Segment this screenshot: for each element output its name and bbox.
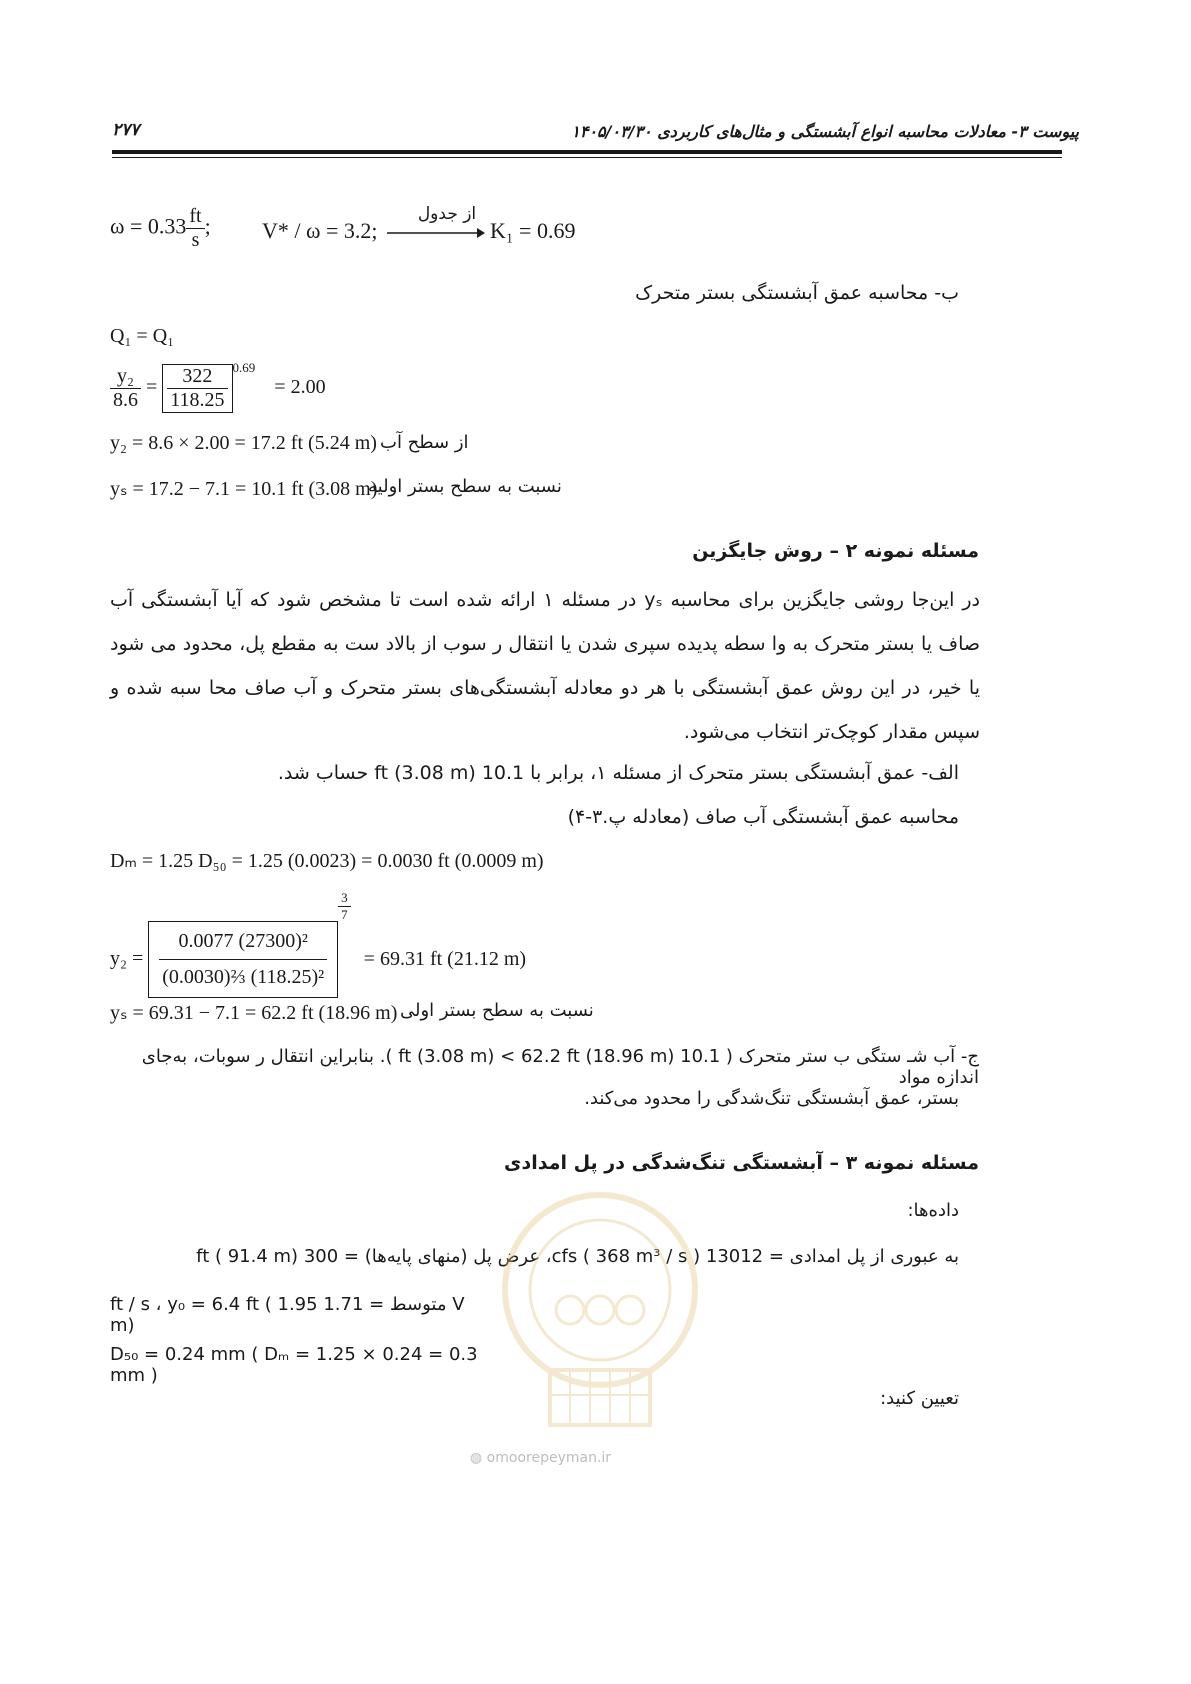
vstar-equation: V* / ω = 3.2; (262, 218, 378, 243)
ys-label: نسبت به سطح بستر اولیه (368, 476, 562, 497)
watermark-logo (490, 1190, 710, 1440)
given-line-1: به عبوری از پل امدادی = 13012 cfs ( 368 m³ / s )، عرض پل (منهای پایه‌ها) = 300 ft ( 91.4 m) (196, 1246, 959, 1267)
right-arrow-icon (385, 226, 485, 240)
alef-line: الف- عمق آبشستگی بستر متحرک از مسئله ۱، برابر با 10.1 ft (3.08 m) حساب شد. (277, 762, 959, 784)
problem3-title: مسئله نمونه ۳ – آبشستگی تنگ‌شدگی در پل امدادی (504, 1152, 979, 1174)
given-label: داده‌ها: (907, 1200, 959, 1221)
ys-clearwater-equation: yₛ = 69.31 − 7.1 = 62.2 ft (18.96 m) (110, 1002, 398, 1024)
q-equation: Q₁ = Q₁ (110, 325, 175, 347)
clear-water-title: محاسبه عمق آبشستگی آب صاف (معادله پ.۳-۴) (567, 806, 959, 828)
running-header-title: پیوست ۳- معادلات محاسبه انواع آبشستگی و مثال‌های کاربردی ۱۴۰۵/۰۳/۳۰ (571, 122, 1079, 141)
given-line-2: V متوسط = 1.71 ft / s ، y₀ = 6.4 ft ( 1.95 m) (110, 1294, 465, 1336)
header-rule-thick (112, 150, 1062, 154)
problem2-paragraph: در این‌جا روشی جایگزین برای محاسبه yₛ در مسئله ۱ ارائه شده است تا مشخص شود که آیا آبشستگی آب صاف یا بستر متحرک به وا سطه پدیده سپری شدن یا انتقال ر سوب از بالاد ست به مقطع پل، محدود می شود یا خیر، در این روش عمق آبشستگی با هر دو معادله آبشستگی‌های بستر متحرک و آب صاف محا سبه شده و سپس مقدار کوچک‌تر انتخاب می‌شود. (110, 589, 981, 743)
y2-clearwater-equation: y₂ = $\frac{\text{0.0077 (27300)²}}{\text{(0.0030)⅔ (118.25)²}}$ $\frac{3}{7}$ = 69.31 ft (21.12 m) (110, 890, 526, 998)
problem2-title: مسئله نمونه ۲ – روش جایگزین (692, 540, 979, 562)
y2-equation: y₂ = 8.6 × 2.00 = 17.2 ft (5.24 m) (110, 432, 377, 454)
arrow-label: از جدول (417, 204, 477, 224)
watermark-site: ◍ omoorepeyman.ir (470, 1450, 612, 1466)
dm-equation: Dₘ = 1.25 D₅₀ = 1.25 (0.0023) = 0.0030 ft (0.0009 m) (110, 850, 544, 872)
ratio-equation: $\frac{\text{y₂}}{8.6}$ = $\frac{322}{118.25}$ $^{0.69}$ = 2.00 (110, 360, 326, 413)
jim-line-2: بستر، عمق آبشستگی تنگ‌شدگی را محدود می‌کند. (584, 1088, 959, 1109)
section-b-title: ب- محاسبه عمق آبشستگی بستر متحرک (635, 282, 959, 304)
page-number: ۲۷۷ (112, 120, 140, 140)
globe-icon: ◍ (470, 1450, 483, 1466)
y2-label: از سطح آب (380, 432, 469, 453)
k1-value: K₁ = 0.69 (490, 218, 576, 243)
omega-equation: ω = 0.33 $\frac{ft}{s}$ ; (110, 205, 211, 251)
given-line-3: D₅₀ = 0.24 mm ( Dₘ = 1.25 × 0.24 = 0.3 mm ) (110, 1344, 478, 1386)
ys-equation: yₛ = 17.2 − 7.1 = 10.1 ft (3.08 m) (110, 478, 378, 500)
determine-label: تعیین کنید: (880, 1388, 959, 1409)
ys-clearwater-label: نسبت به سطح بستر اولی (400, 1000, 594, 1021)
jim-line-1: ج- آب شـ ستگی ب ستر متحرک ( 10.1 ft (3.08 m) < 62.2 ft (18.96 m) ). بنابراین انتقال ر سوبات، به‌جای اندازه مواد (141, 1046, 979, 1088)
header-rule-thin (112, 157, 1062, 158)
